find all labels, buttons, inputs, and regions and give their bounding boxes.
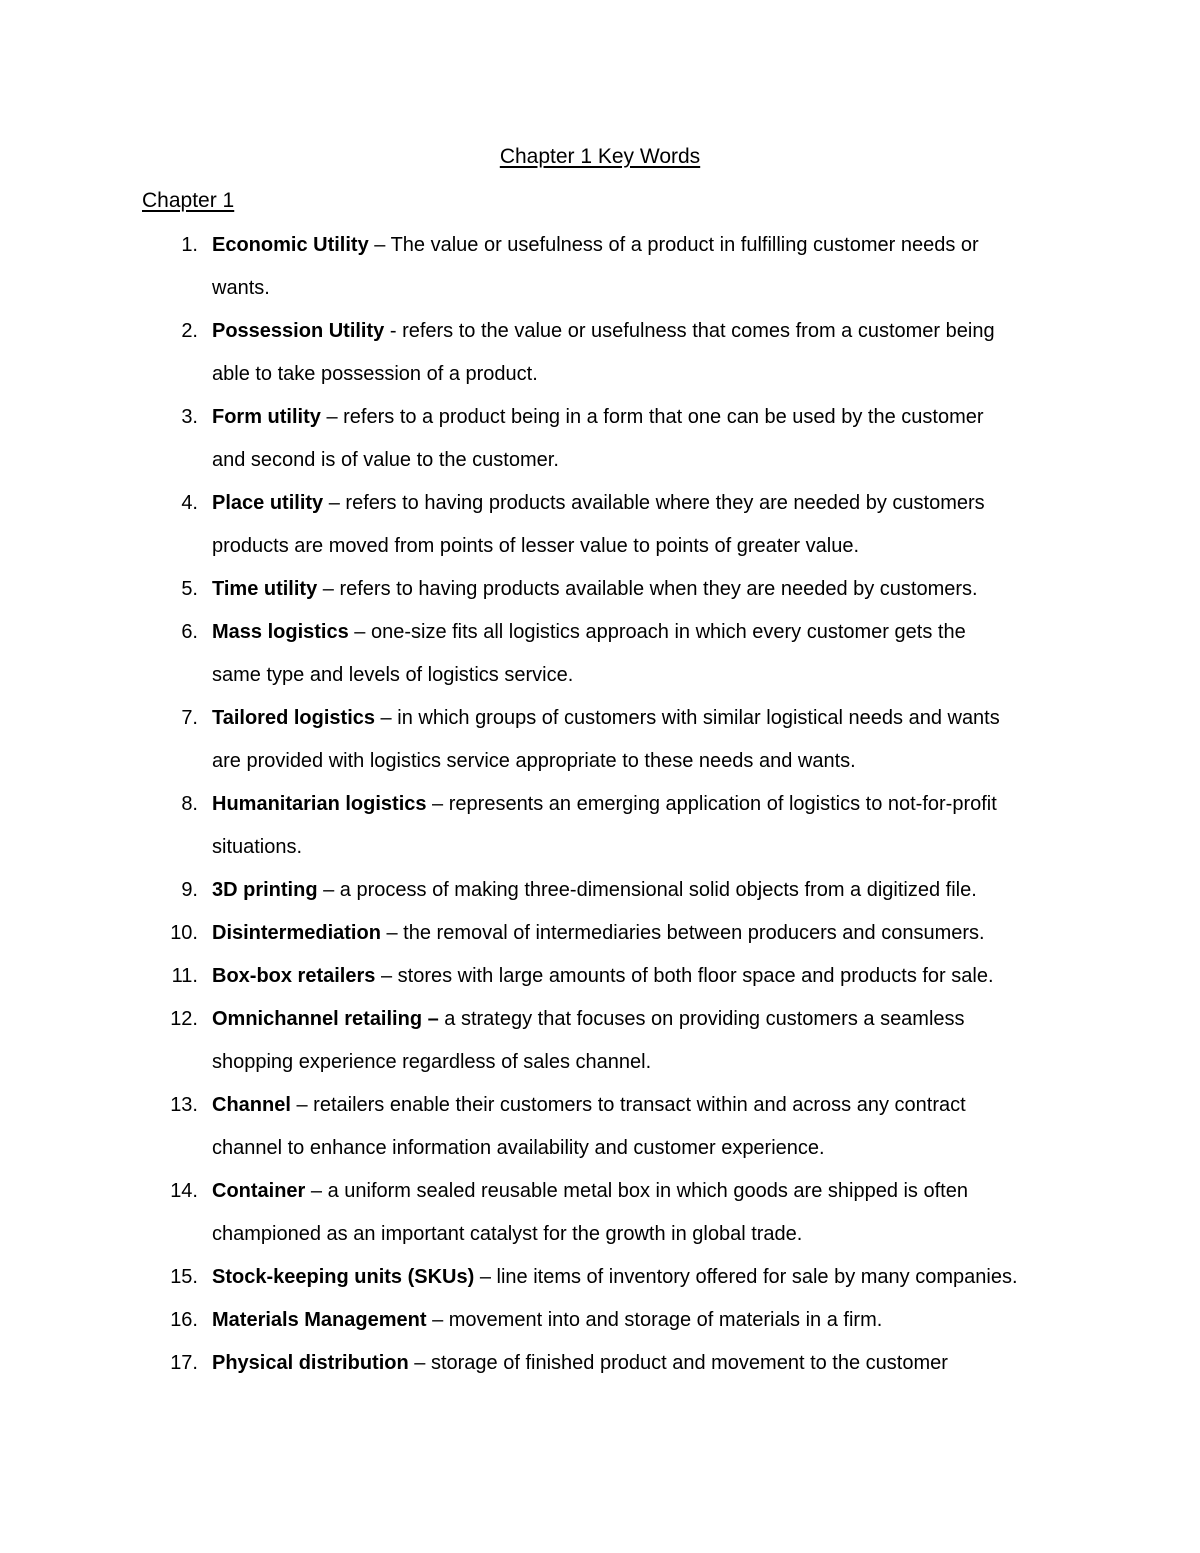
term-name: Disintermediation [212,922,381,944]
term-name: Form utility [212,406,321,428]
list-item-number: 2. [181,320,198,342]
list-item [0,1170,1200,1256]
definition-text: able to take possession of a product. [212,363,538,385]
term-separator: - [384,320,403,342]
definition-first-line [212,310,995,353]
list-item [0,1256,1200,1299]
definition-first-line [212,1170,968,1213]
definition-continuation-line [212,1041,965,1084]
definition-first-line [212,1256,1018,1299]
list-item-text [212,912,985,955]
definition-text: retailers enable their customers to transact within and across any contract [313,1094,966,1116]
term-separator: – [317,879,340,901]
list-item [0,1299,1200,1342]
list-item [0,783,1200,869]
list-item-text [212,1342,948,1385]
definition-continuation-line [212,654,966,697]
term-separator: – [323,492,346,514]
definition-text: movement into and storage of materials in a firm. [448,1309,883,1331]
definition-text: same type and levels of logistics service. [212,664,574,686]
definition-text: in which groups of customers with similar logistical needs and wants [397,707,1000,729]
list-item-number: 16. [170,1309,198,1331]
definition-text: refers to the value or usefulness that comes from a customer being [402,320,995,342]
definition-text: a uniform sealed reusable metal box in which goods are shipped is often [327,1180,968,1202]
list-item-number: 4. [181,492,198,514]
list-item-number: 8. [181,793,198,815]
list-item-text [212,396,984,482]
term-separator: – [317,578,340,600]
definition-first-line [212,1342,948,1385]
definition-text: stores with large amounts of both floor space and products for sale. [397,965,994,987]
definition-first-line [212,396,984,439]
definition-text: shopping experience regardless of sales channel. [212,1051,652,1073]
list-item [0,697,1200,783]
list-item-number: 5. [181,578,198,600]
term-name: Omnichannel retailing – [212,1008,439,1030]
term-name: Box-box retailers [212,965,376,987]
list-item-text [212,783,997,869]
term-name: Mass logistics [212,621,349,643]
list-item [0,568,1200,611]
list-item-text [212,955,994,998]
term-separator: – [320,406,344,428]
term-name: Materials Management [212,1309,427,1331]
definition-first-line [212,998,965,1041]
list-item-number: 15. [170,1266,198,1288]
term-separator: – [380,922,404,944]
definition-continuation-line [212,525,985,568]
section-heading: Chapter 1 [142,189,235,212]
list-item-number: 14. [170,1180,198,1202]
list-item-number: 1. [181,234,198,256]
list-item [0,998,1200,1084]
definition-first-line [212,912,985,955]
term-separator: – [408,1352,431,1374]
list-item-text [212,1256,1018,1299]
list-item-text [212,1084,966,1170]
list-item-number: 6. [181,621,198,643]
list-item [0,869,1200,912]
term-separator: – [348,621,371,643]
definition-continuation-line [212,826,997,869]
list-item-number: 10. [170,922,198,944]
list-item-text [212,611,966,697]
term-name: Channel [212,1094,291,1116]
term-separator: – [290,1094,314,1116]
term-name: Possession Utility [212,320,385,342]
definition-continuation-line [212,740,1000,783]
definition-text: are provided with logistics service appropriate to these needs and wants. [212,750,856,772]
list-item [0,482,1200,568]
list-item-number: 13. [170,1094,198,1116]
definition-text: refers to having products available when they are needed by customers. [339,578,978,600]
list-item-number: 9. [181,879,198,901]
definition-first-line [212,955,994,998]
list-item [0,1342,1200,1385]
list-item-number: 11. [171,965,198,987]
list-item [0,396,1200,482]
list-item [0,1084,1200,1170]
list-item-text [212,697,1000,783]
term-name: Stock-keeping units (SKUs) [212,1266,475,1288]
definition-first-line [212,1084,966,1127]
definition-text: a process of making three-dimensional solid objects from a digitized file. [339,879,977,901]
definition-first-line [212,869,977,912]
definition-text: wants. [212,277,270,299]
term-separator: – [305,1180,328,1202]
list-item-text [212,224,979,310]
definition-continuation-line [212,1127,966,1170]
term-separator: – [368,234,391,256]
list-item-number: 17. [170,1352,198,1374]
definition-first-line [212,224,979,267]
term-separator: – [426,1309,449,1331]
definition-first-line [212,697,1000,740]
definition-text: a strategy that focuses on providing customers a seamless [444,1008,965,1030]
term-name: Container [212,1180,306,1202]
definition-continuation-line [212,439,984,482]
definition-first-line [212,568,978,611]
list-item-text [212,568,978,611]
list-item-number: 3. [181,406,198,428]
list-item-text [212,1170,968,1256]
definition-text: products are moved from points of lesser value to points of greater value. [212,535,860,557]
definition-text: line items of inventory offered for sale by many companies. [496,1266,1018,1288]
definition-text: situations. [212,836,303,858]
term-separator: – [375,707,398,729]
term-separator: – [474,1266,497,1288]
definition-first-line [212,1299,882,1342]
term-name: Time utility [212,578,318,600]
term-name: Tailored logistics [212,707,375,729]
definition-text: refers to a product being in a form that one can be used by the customer [343,406,984,428]
definition-text: refers to having products available where they are needed by customers [345,492,985,514]
term-name: Economic Utility [212,234,369,256]
term-separator: – [375,965,398,987]
list-item-text [212,310,995,396]
definition-text: the removal of intermediaries between producers and consumers. [403,922,985,944]
definition-continuation-line [212,353,995,396]
list-item [0,955,1200,998]
list-item-number: 7. [181,707,198,729]
list-item-text [212,869,977,912]
term-name: Humanitarian logistics [212,793,427,815]
term-separator: – [426,793,449,815]
definition-text: The value or usefulness of a product in fulfilling customer needs or [390,234,979,256]
definition-text: represents an emerging application of logistics to not-for-profit [448,793,997,815]
definition-text: and second is of value to the customer. [212,449,559,471]
definition-first-line [212,783,997,826]
list-item-text [212,482,985,568]
list-item [0,310,1200,396]
definition-first-line [212,482,985,525]
definition-text: storage of finished product and movement to the customer [430,1352,948,1374]
list-item [0,224,1200,310]
document-title: Chapter 1 Key Words [499,145,701,168]
list-item [0,912,1200,955]
term-name: Place utility [212,492,324,514]
definition-text: one-size fits all logistics approach in which every customer gets the [370,621,966,643]
definition-text: championed as an important catalyst for the growth in global trade. [212,1223,803,1245]
list-item-text [212,1299,882,1342]
key-words-list [0,224,1200,1385]
definition-continuation-line [212,267,979,310]
list-item [0,611,1200,697]
term-name: 3D printing [212,879,318,901]
list-item-number: 12. [170,1008,198,1030]
term-name: Physical distribution [212,1352,409,1374]
definition-first-line [212,611,966,654]
definition-continuation-line [212,1213,968,1256]
definition-text: channel to enhance information availability and customer experience. [212,1137,825,1159]
list-item-text [212,998,965,1084]
